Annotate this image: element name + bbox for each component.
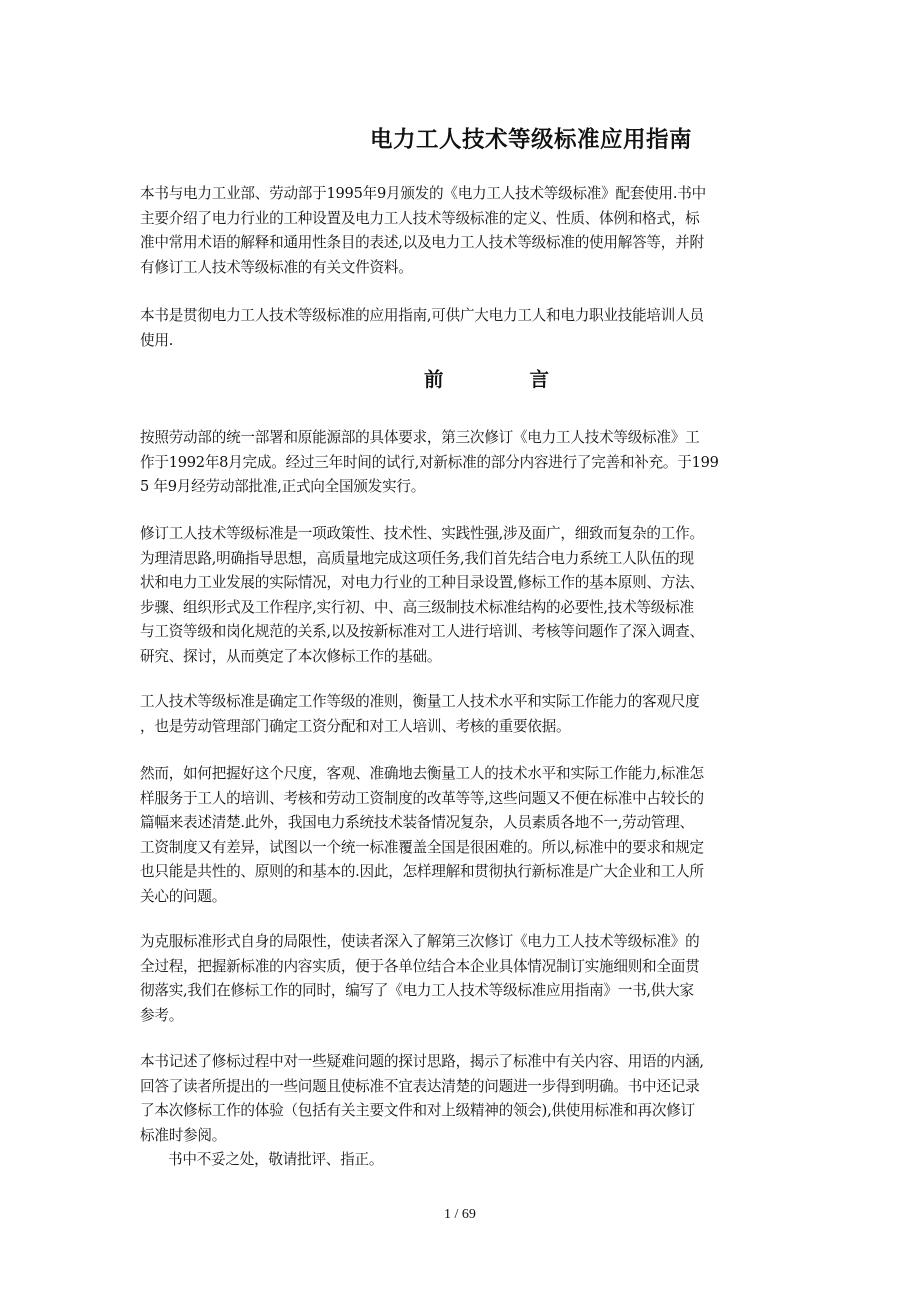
text-line: 了本次修标工作的体验（包括有关主要文件和对上级精神的领会),供使用标准和再次修订 [140,1102,695,1119]
page-indicator: 1 / 69 [444,1207,476,1222]
text-line: ，也是劳动管理部门确定工资分配和对工人培训、考核的重要依据。 [140,717,571,735]
text-line: 工人技术等级标准是确定工作等级的准则，衡量工人技术水平和实际工作能力的客观尺度 [140,693,700,710]
text-line: 作于1992年8月完成。经过三年时间的试行,对新标准的部分内容进行了完善和补充。于199 [140,453,719,471]
intro-paragraph-1 [140,182,790,280]
text-line: 状和电力工业发展的实际情况，对电力行业的工种目录设置,修标工作的基本原则、方法、 [140,574,704,591]
text-line: 回答了读者所提出的一些问题且使标准不宜表达清楚的问题进一步得到明确。书中还记录 [140,1077,700,1095]
body-paragraph-6 [140,1050,790,1173]
heading-char: 言 [529,368,550,391]
text-line: 为理清思路,明确指导思想，高质量地完成这项任务,我们首先结合电力系统工人队伍的现 [140,549,694,567]
body-paragraph-5 [140,930,790,1028]
text-line: 彻落实,我们在修标工作的同时，编写了《电力工人技术等级标准应用指南》一书,供大家 [140,982,694,999]
text-line: 样服务于工人的培训、考核和劳动工资制度的改革等等,这些问题又不便在标准中占较长的 [140,789,704,807]
document-title: 电力工人技术等级标准应用指南 [370,127,693,153]
intro-paragraph-2 [140,304,790,353]
heading-char: 前 [424,368,444,391]
body-paragraph-1 [140,426,790,500]
section-heading-preface [424,364,549,392]
text-line: 篇幅来表述清楚.此外，我国电力系统技术装备情况复杂，人员素质各地不一,劳动管理、 [140,814,694,831]
text-line: 本书是贯彻电力工人技术等级标准的应用指南,可供广大电力工人和电力职业技能培训人员 [140,307,704,324]
body-paragraph-2 [140,522,790,669]
body-paragraph-4 [140,762,790,909]
text-line: 有修订工人技术等级标准的有关文件资料。 [140,258,413,276]
body-paragraph-3 [140,690,790,739]
text-line: 为克服标准形式自身的局限性，使读者深入了解第三次修订《电力工人技术等级标准》的 [140,933,700,950]
text-line: 本书与电力工业部、劳动部于1995年9月颁发的《电力工人技术等级标准》配套使用.书中 [140,185,706,202]
text-line: 标准时参阅。 [140,1126,227,1144]
text-line: 按照劳动部的统一部署和原能源部的具体要求，第三次修订《电力工人技术等级标准》工 [140,429,700,446]
text-line: 也只能是共性的、原则的和基本的.因此，怎样理解和贯彻执行新标准是广大企业和工人所 [140,863,704,880]
text-line: 5 年9月经劳动部批准,正式向全国颁发实行。 [140,478,426,495]
text-line: 修订工人技术等级标准是一项政策性、技术性、实践性强,涉及面广，细致而复杂的工作。 [140,525,704,542]
text-line: 然而，如何把握好这个尺度，客观、准确地去衡量工人的技术水平和实际工作能力,标准怎 [140,765,704,782]
text-line: 全过程，把握新标准的内容实质，便于各单位结合本企业具体情况制订实施细则和全面贯 [140,957,700,975]
text-line: 主要介绍了电力行业的工种设置及电力工人技术等级标准的定义、性质、体例和格式，标 [140,209,700,227]
text-line: 研究、探讨，从而奠定了本次修标工作的基础。 [140,647,442,665]
text-line: 本书记述了修标过程中对一些疑难问题的探讨思路，揭示了标准中有关内容、用语的内涵, [140,1053,704,1070]
text-line: 与工资等级和岗化规范的关系,以及按新标准对工人进行培训、考核等问题作了深入调查、 [140,623,704,640]
text-line: 参考。 [140,1006,184,1024]
text-line: 使用. [140,331,174,349]
text-line: 关心的问题。 [140,887,227,905]
text-line: 工资制度又有差异，试图以一个统一标准覆盖全国是很困难的。所以,标准中的要求和规定 [140,838,704,856]
text-line: 步骤、组织形式及工作程序,实行初、中、高三级制技术标准结构的必要性,技术等级标准 [140,598,694,616]
closing-line: 书中不妥之处，敬请批评、指正。 [168,1151,384,1168]
text-line: 准中常用术语的解释和通用性条目的表述,以及电力工人技术等级标准的使用解答等，并附 [140,234,704,251]
